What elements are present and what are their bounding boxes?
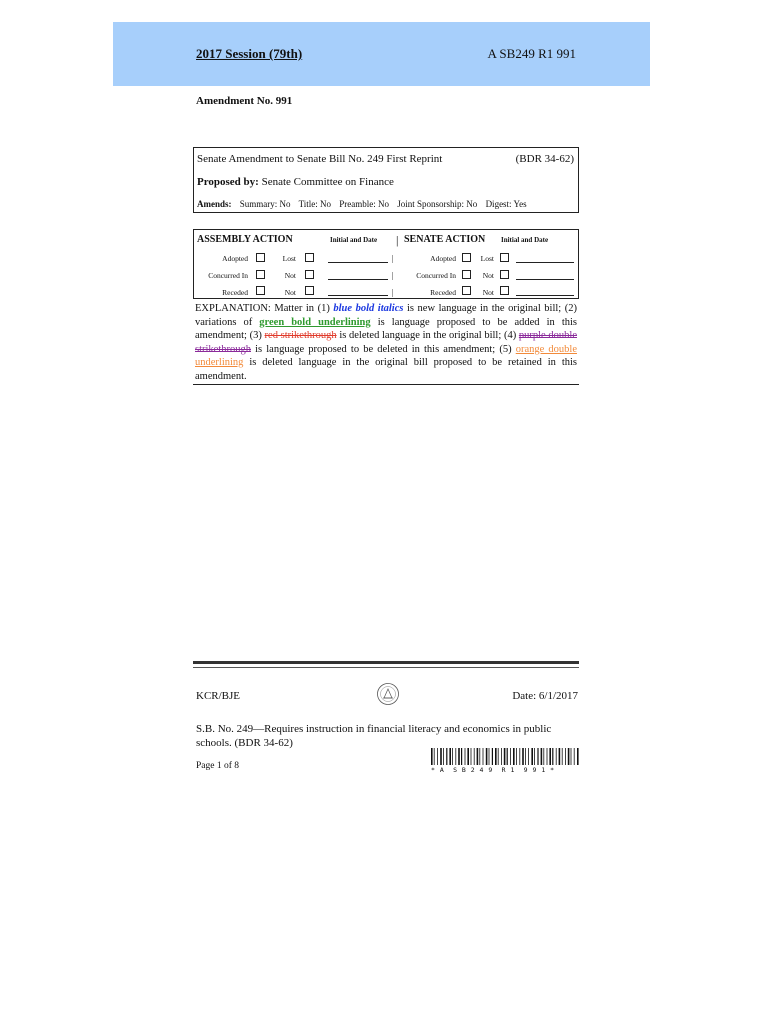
bill-title — [196, 722, 576, 750]
assembly-not-checkbox[interactable] — [305, 286, 314, 295]
barcode-bar — [574, 748, 575, 765]
barcode-bar — [495, 748, 497, 765]
barcode-bar — [552, 748, 553, 765]
senate-not-checkbox[interactable] — [500, 286, 509, 295]
barcode-bar — [556, 748, 557, 765]
barcode-bar — [571, 748, 572, 765]
assembly-signature-line — [328, 278, 388, 280]
barcode-bar — [492, 748, 493, 765]
proposed-by — [197, 176, 394, 188]
barcode-bar — [437, 748, 438, 765]
red-strikethrough-sample: red strikethrough — [264, 330, 337, 341]
assembly-initial-date-label: Initial and Date — [330, 236, 378, 244]
session-title: 2017 Session (79th) — [196, 46, 303, 61]
explanation-part: is new language in the original bill; (2) variations of — [195, 303, 577, 328]
footer-rule-thin — [193, 667, 579, 668]
explanation-part: is deleted language in the original bill; (4) — [336, 330, 519, 341]
senate-lost-checkbox[interactable] — [500, 253, 509, 262]
barcode-bar — [510, 748, 511, 765]
barcode-bar — [534, 748, 535, 765]
bill-id: A SB249 R1 991 — [487, 46, 576, 61]
assembly-not-label: Not — [284, 288, 296, 297]
senate-adopted-label: Adopted — [430, 254, 456, 263]
barcode-bar — [452, 748, 453, 765]
assembly-concurred-label: Concurred In — [208, 271, 248, 280]
senate-signature-line — [516, 278, 574, 280]
action-box — [193, 229, 579, 299]
amendment-number: Amendment No. 991 — [196, 95, 293, 107]
barcode-bar — [528, 748, 529, 765]
assembly-signature-line — [328, 294, 388, 296]
amends-row — [197, 199, 533, 209]
assembly-lost-checkbox[interactable] — [305, 253, 314, 262]
barcode-bar — [455, 748, 456, 765]
action-separator: | — [396, 233, 399, 247]
row-separator: | — [392, 254, 394, 263]
barcode-bar — [477, 748, 479, 765]
barcode-bar — [513, 748, 515, 765]
amends-title: Title: No — [298, 199, 332, 209]
senate-receded-label: Receded — [430, 288, 456, 297]
barcode-bar — [434, 748, 435, 765]
barcode-bar — [501, 748, 502, 765]
green-underline-sample: green bold underlining — [259, 316, 371, 328]
explanation-text — [195, 302, 577, 383]
senate-not-label: Not — [482, 271, 494, 280]
barcode-bar — [474, 748, 475, 765]
proposed-by-value: Senate Committee on Finance — [261, 176, 394, 188]
purple-double-strikethrough-sample: purple double strikethrough — [195, 330, 577, 355]
barcode-bar — [531, 748, 533, 765]
senate-action-title: SENATE ACTION — [404, 234, 486, 245]
barcode-bar — [471, 748, 472, 765]
barcode-bar — [504, 748, 506, 765]
barcode-bar — [449, 748, 451, 765]
explanation-part: is language proposed to be deleted in this amendment; (5) — [251, 343, 516, 355]
barcode-bar — [547, 748, 548, 765]
senate-initial-date-label: Initial and Date — [501, 236, 549, 244]
assembly-lost-label: Lost — [282, 254, 296, 263]
barcode-icon — [431, 748, 579, 765]
explanation-part: is language proposed to be added in this amendment; (3) — [195, 316, 578, 341]
barcode-bar — [467, 748, 469, 765]
state-seal-icon — [376, 682, 400, 706]
barcode-text: * A S B 2 4 9 R 1 9 9 1 * — [431, 766, 555, 774]
bill-title-text: S.B. No. 249—Requires instruction in financial literacy and economics in public schools. (BDR 34-62) — [196, 723, 552, 749]
barcode-bar — [568, 748, 570, 765]
row-separator: | — [392, 271, 394, 280]
proposed-by-label: Proposed by: — [197, 176, 259, 188]
explanation-part: EXPLANATION: Matter in (1) — [195, 303, 334, 314]
barcode-bar — [458, 748, 460, 765]
barcode-bar — [507, 748, 508, 765]
amends-label: Amends: — [197, 199, 232, 209]
barcode-bar — [479, 748, 480, 765]
barcode-bar — [565, 748, 566, 765]
barcode-bar — [525, 748, 526, 765]
assembly-not-checkbox[interactable] — [305, 270, 314, 279]
senate-not-label: Not — [482, 288, 494, 297]
drafter-initials: KCR/BJE — [196, 690, 241, 702]
amends-summary: Summary: No — [239, 199, 291, 209]
barcode-bar — [519, 748, 520, 765]
senate-signature-line — [516, 261, 574, 263]
senate-signature-line — [516, 294, 574, 296]
explanation-rule — [193, 384, 579, 385]
explanation-part: is deleted language in the original bill proposed to be retained in this amendment. — [195, 357, 577, 382]
bdr-number: (BDR 34-62) — [515, 153, 574, 165]
amendment-date: Date: 6/1/2017 — [512, 690, 578, 702]
barcode-bar — [541, 748, 543, 765]
barcode-bar — [461, 748, 462, 765]
row-separator: | — [392, 288, 394, 297]
assembly-not-label: Not — [284, 271, 296, 280]
barcode-bar — [562, 748, 563, 765]
orange-underline-sample: orange double underlining — [195, 343, 577, 368]
senate-concurred-label: Concurred In — [416, 271, 456, 280]
amends-joint: Joint Sponsorship: No — [397, 199, 478, 209]
amends-preamble: Preamble: No — [339, 199, 390, 209]
assembly-signature-line — [328, 261, 388, 263]
senate-not-checkbox[interactable] — [500, 270, 509, 279]
barcode-bar — [443, 748, 444, 765]
barcode-bar — [559, 748, 561, 765]
barcode-bar — [516, 748, 517, 765]
barcode-bar — [543, 748, 544, 765]
barcode-bar — [577, 748, 579, 765]
barcode-bar — [483, 748, 484, 765]
amends-digest: Digest: Yes — [485, 199, 527, 209]
assembly-receded-label: Receded — [222, 288, 248, 297]
senate-lost-label: Lost — [480, 254, 494, 263]
footer-rule — [193, 661, 579, 664]
page-number: Page 1 of 8 — [196, 761, 240, 771]
barcode-bar — [440, 748, 442, 765]
barcode-bar — [522, 748, 524, 765]
assembly-adopted-label: Adopted — [222, 254, 248, 263]
summary-box — [193, 147, 579, 213]
blue-bold-italics-sample: blue bold italics — [333, 303, 404, 314]
barcode-bar — [486, 748, 488, 765]
assembly-action-title: ASSEMBLY ACTION — [197, 234, 293, 245]
senate-amendment-title: Senate Amendment to Senate Bill No. 249 First Reprint — [197, 153, 443, 165]
barcode-bar — [431, 748, 433, 765]
barcode-bar — [446, 748, 447, 765]
barcode-bar — [537, 748, 538, 765]
barcode-bar — [489, 748, 490, 765]
barcode-bar — [549, 748, 551, 765]
barcode-bar — [465, 748, 466, 765]
barcode-bar — [498, 748, 499, 765]
